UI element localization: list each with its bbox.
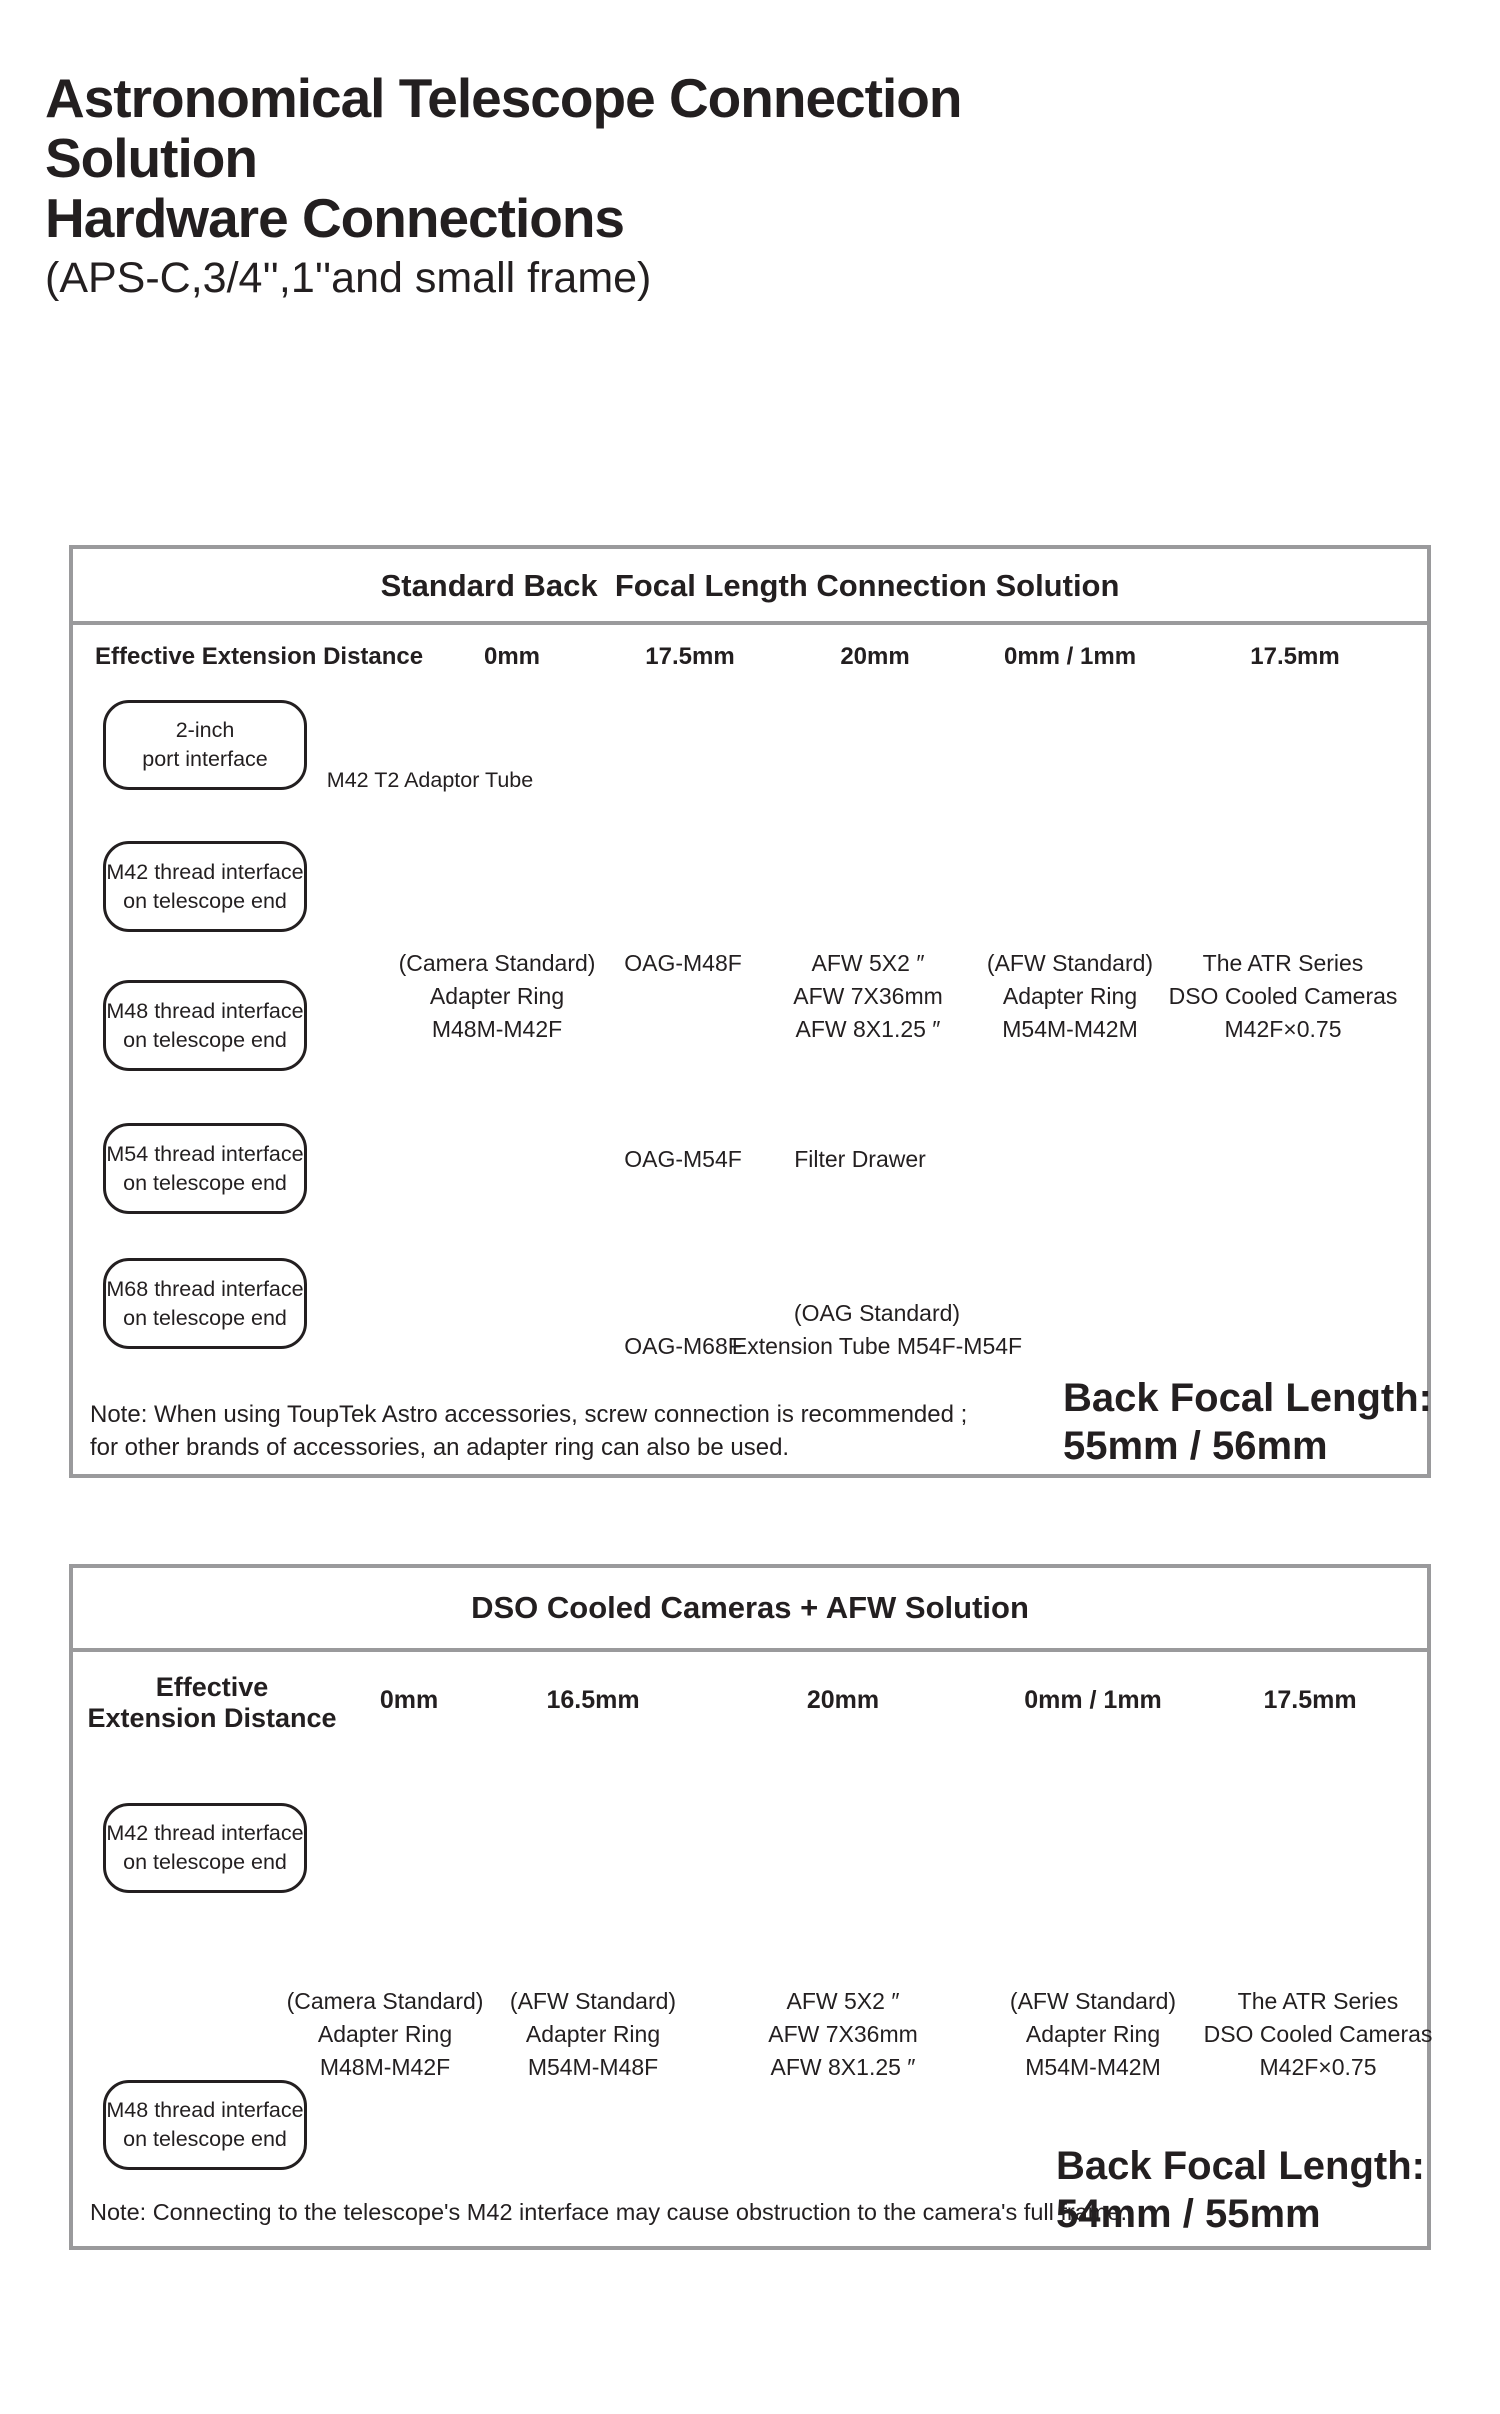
input-line: M48 thread interface — [106, 998, 304, 1023]
box2-note: Note: Connecting to the telescope's M42 interface may cause obstruction to the camera's full frame. — [90, 2199, 1127, 2225]
label-line: Adapter Ring — [429, 983, 565, 1009]
note-line: for other brands of accessories, an adapter ring can also be used. — [90, 1434, 790, 1461]
input-line: M54 thread interface — [106, 1141, 304, 1166]
label-afw — [768, 1985, 918, 2084]
bfl-label: Back Focal Length: — [1063, 1376, 1432, 1420]
page-title-line3: Hardware Connections — [45, 187, 625, 249]
label-line: M54M-M42M — [1002, 1016, 1138, 1042]
panel-divider — [73, 621, 1427, 625]
label-atr-camera — [1204, 1985, 1433, 2084]
label-line: AFW 7X36mm — [793, 983, 943, 1009]
label-line: (AFW Standard) — [986, 950, 1154, 976]
label-ring-camera-standard — [399, 947, 596, 1046]
box2-distance-1: 16.5mm — [546, 1686, 640, 1714]
label-filter-drawer: Filter Drawer — [794, 1146, 926, 1172]
label-line: Adapter Ring — [1002, 983, 1138, 1009]
label-m42-t2-tube: M42 T2 Adaptor Tube — [326, 768, 534, 792]
box1-distance-3: 0mm / 1mm — [1003, 643, 1137, 670]
input-line: port interface — [142, 747, 268, 771]
label-line: (Camera Standard) — [286, 1988, 484, 2014]
input-line: on telescope end — [123, 1027, 287, 1052]
label-line: Adapter Ring — [525, 2021, 661, 2047]
input-m48-thread — [103, 2080, 307, 2170]
box1-distance-0: 0mm — [483, 643, 541, 670]
label-line: M48M-M42F — [319, 2054, 451, 2080]
label-line: DSO Cooled Cameras — [1203, 2021, 1433, 2047]
box1-note — [90, 1398, 967, 1464]
label-line: AFW 5X2 ″ — [811, 950, 925, 976]
label-oag-m68f: OAG-M68F — [624, 1333, 742, 1359]
label-oag-m54f: OAG-M54F — [624, 1146, 742, 1172]
label-ring-afw-standard — [987, 947, 1153, 1046]
input-line: on telescope end — [123, 2127, 287, 2151]
input-2inch-port — [103, 700, 307, 790]
input-m42-thread — [103, 1803, 307, 1893]
label-line: M54M-M48F — [527, 2054, 659, 2080]
input-line: M42 thread interface — [106, 1821, 304, 1845]
label-ring-camera-standard — [287, 1985, 484, 2084]
bfl-value: 55mm / 56mm — [1063, 1424, 1328, 1468]
label-ring-afw-m54m-m48f — [510, 1985, 676, 2084]
label-line: AFW 5X2 ″ — [786, 1988, 900, 2014]
label-line: M42F×0.75 — [1259, 2054, 1377, 2080]
box1-title: Standard Back Focal Length Connection Solution — [380, 568, 1120, 603]
label-line: M54M-M42M — [1025, 2054, 1161, 2080]
label-line: Adapter Ring — [317, 2021, 453, 2047]
bfl-value: 54mm / 55mm — [1056, 2192, 1321, 2236]
label-line: (Camera Standard) — [398, 950, 596, 976]
box2-distance-2: 20mm — [806, 1686, 880, 1714]
input-m54-thread — [103, 1123, 307, 1214]
input-line: M48 thread interface — [106, 2098, 304, 2122]
label-oag-m48f: OAG-M48F — [624, 950, 742, 976]
page-title-line1: Astronomical Telescope Connection — [45, 67, 962, 129]
box2-title: DSO Cooled Cameras + AFW Solution — [471, 1590, 1029, 1625]
input-line: 2-inch — [175, 718, 235, 742]
note-line: Note: When using ToupTek Astro accessories, screw connection is recommended ; — [90, 1401, 968, 1428]
box2-distance-0: 0mm — [379, 1686, 439, 1714]
input-line: on telescope end — [123, 1850, 287, 1874]
input-line: M42 thread interface — [106, 859, 304, 884]
box2-distance-3: 0mm / 1mm — [1024, 1686, 1162, 1714]
box1-distance-1: 17.5mm — [645, 643, 735, 670]
label-afw — [793, 947, 943, 1046]
box1-header-label: Effective Extension Distance — [95, 643, 424, 670]
label-line: DSO Cooled Cameras — [1168, 983, 1398, 1009]
bfl-label: Back Focal Length: — [1056, 2144, 1425, 2188]
input-line: M68 thread interface — [106, 1276, 304, 1301]
header-line: Extension Distance — [87, 1703, 337, 1733]
label-line: (AFW Standard) — [1009, 1988, 1177, 2014]
label-line: (OAG Standard) — [793, 1300, 961, 1326]
label-line: The ATR Series — [1202, 950, 1364, 976]
label-ring-afw-m54m-m42m — [1010, 1985, 1176, 2084]
input-m42-thread — [103, 841, 307, 932]
page-title-line2: Solution — [45, 127, 257, 189]
label-line: (AFW Standard) — [509, 1988, 677, 2014]
box1-distance-4: 17.5mm — [1250, 643, 1340, 670]
box1-back-focal-length — [1063, 1374, 1432, 1470]
label-line: AFW 8X1.25 ″ — [770, 2054, 916, 2080]
page-subtitle: (APS-C,3/4'',1''and small frame) — [45, 254, 652, 302]
panel-divider — [73, 1648, 1427, 1652]
input-line: on telescope end — [123, 888, 287, 913]
box2-back-focal-length — [1056, 2142, 1425, 2238]
input-m48-thread — [103, 980, 307, 1071]
label-line: Adapter Ring — [1025, 2021, 1161, 2047]
label-line: The ATR Series — [1237, 1988, 1399, 2014]
label-line: Extension Tube M54F-M54F — [731, 1333, 1023, 1359]
label-atr-camera — [1169, 947, 1398, 1046]
label-line: AFW 7X36mm — [768, 2021, 918, 2047]
input-line: on telescope end — [123, 1170, 287, 1195]
box1-distance-2: 20mm — [840, 643, 910, 670]
box2-header-label — [87, 1672, 336, 1734]
input-m68-thread — [103, 1258, 307, 1349]
label-extension-tube — [732, 1297, 1022, 1363]
header-line: Effective — [155, 1672, 269, 1702]
label-line: M42F×0.75 — [1224, 1016, 1342, 1042]
label-line: M48M-M42F — [431, 1016, 563, 1042]
label-line: AFW 8X1.25 ″ — [795, 1016, 941, 1042]
input-line: on telescope end — [123, 1305, 287, 1330]
box2-distance-4: 17.5mm — [1263, 1686, 1357, 1714]
